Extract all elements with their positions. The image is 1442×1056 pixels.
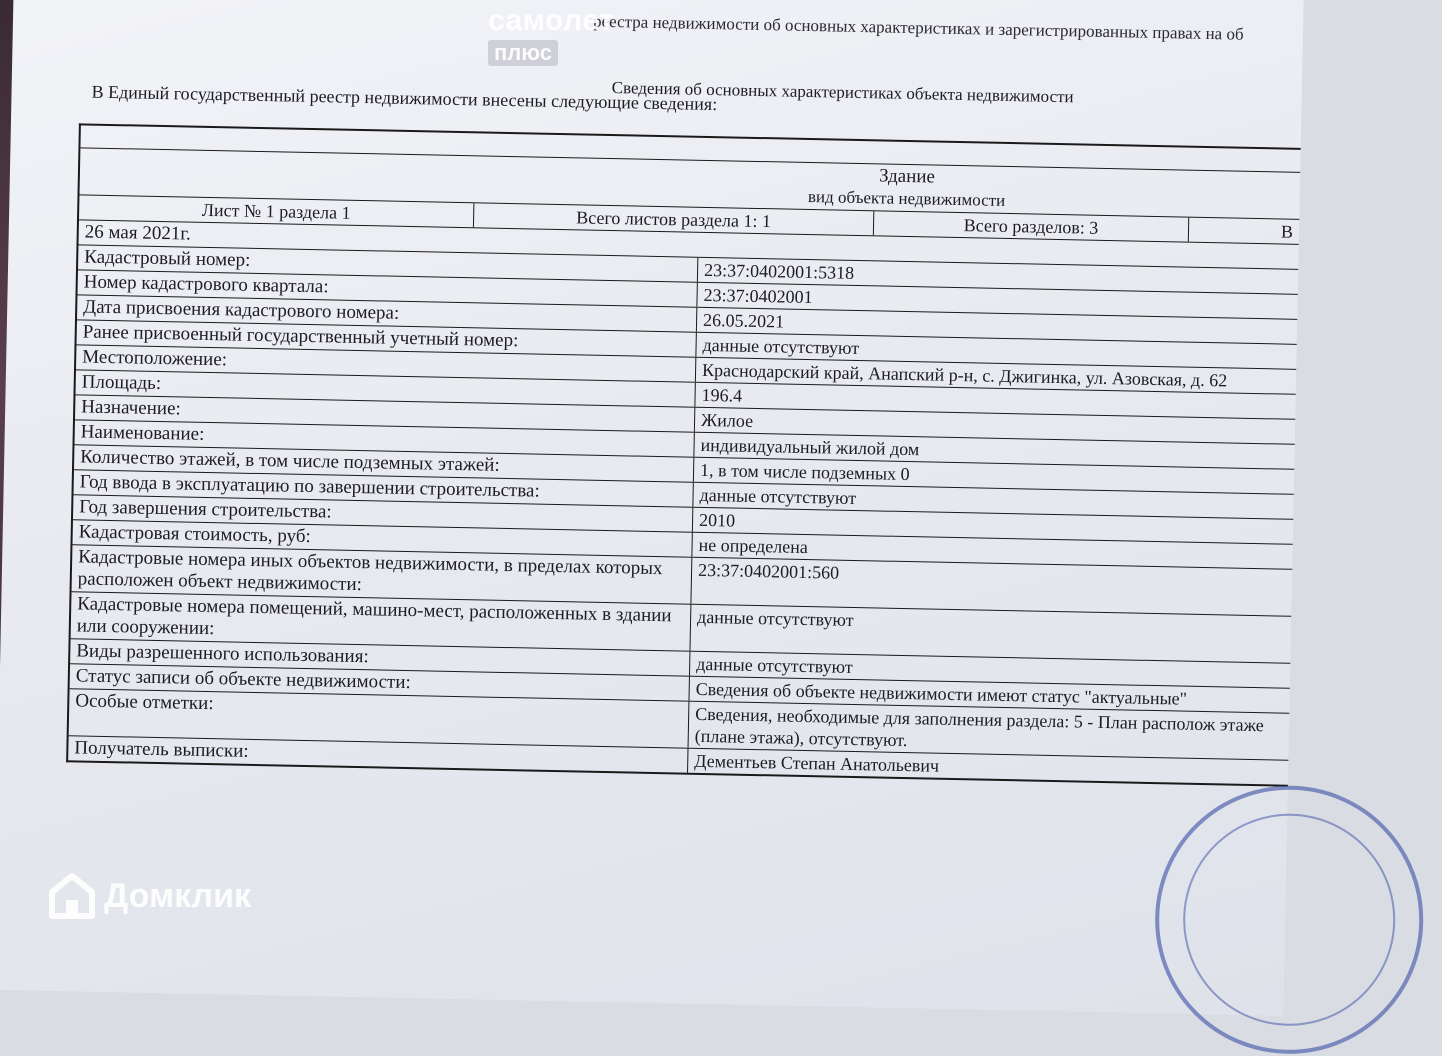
field-label: Площадь: xyxy=(75,370,695,406)
field-label: Наименование: xyxy=(74,420,694,456)
field-label: Статус записи об объекте недвижимости: xyxy=(70,664,690,700)
field-label: Ранее присвоенный государственный учетный номер: xyxy=(76,320,696,356)
field-value: Сведения об объекте недвижимости имеют статус "актуальные" xyxy=(695,678,1188,709)
field-value: 23:37:0402001:5318 xyxy=(703,259,855,283)
field-label: Получатель выписки: xyxy=(68,736,688,772)
field-label: Год завершения строительства: xyxy=(73,495,693,531)
intro-text: В Единый государственный реестр недвижимости внесены следующие сведения: xyxy=(91,81,718,115)
field-label: Кадастровая стоимость, руб: xyxy=(72,520,692,556)
samolet-watermark: самолет xyxy=(488,4,615,37)
field-value: 196.4 xyxy=(701,384,743,406)
object-type: Здание xyxy=(878,165,936,188)
domclick-label: Домклик xyxy=(104,876,252,915)
field-value: Краснодарский край, Анапский р-н, с. Джигинка, ул. Азовская, д. 62 xyxy=(701,359,1228,391)
samolet-watermark-sub: плюс xyxy=(488,40,558,66)
field-value: данные отсутствуют xyxy=(702,334,860,359)
fields-list xyxy=(68,245,1298,784)
section-heading: Сведения об основных характеристиках объекта недвижимости xyxy=(611,78,1074,107)
field-value: индивидуальный жилой дом xyxy=(700,434,920,460)
field-label: Особые отметки: xyxy=(69,689,690,747)
house-icon xyxy=(48,872,96,920)
field-label: Количество этажей, в том числе подземных этажей: xyxy=(74,445,694,481)
field-label: Кадастровые номера помещений, машино-мест, расположенных в здании или сооружении: xyxy=(71,592,692,650)
field-value: данные отсутствуют xyxy=(696,606,854,630)
field-label: Кадастровый номер: xyxy=(78,245,698,281)
extract-table xyxy=(66,123,1301,786)
domclick-watermark xyxy=(48,872,251,920)
field-label: Виды разрешенного использования: xyxy=(70,639,690,675)
field-value: 1, в том числе подземных 0 xyxy=(699,459,910,485)
field-label: Местоположение: xyxy=(76,345,696,381)
sheet-edge-text: В xyxy=(1280,221,1294,242)
header-top-text: реестра недвижимости об основных характеристиках и зарегистрированных правах на об xyxy=(592,11,1244,44)
field-value: 26.05.2021 xyxy=(702,309,785,332)
total-sheets: Всего листов раздела 1: 1 xyxy=(474,203,874,235)
field-value: данные отсутствуют xyxy=(699,484,857,509)
field-value: 23:37:0402001 xyxy=(703,284,813,308)
field-value: Жилое xyxy=(700,409,754,431)
field-label: Кадастровые номера иных объектов недвижимости, в пределах которых расположен объект недвижимости: xyxy=(72,545,693,603)
sheet-label: Лист № 1 раздела 1 xyxy=(79,195,474,227)
field-label: Номер кадастрового квартала: xyxy=(78,270,698,306)
field-value: Сведения, необходимые для заполнения раздела: 5 - План располож этаже (плане этажа), отсутствуют. xyxy=(694,703,1264,751)
total-sections: Всего разделов: 3 xyxy=(874,211,1189,241)
field-label: Назначение: xyxy=(75,395,695,431)
official-seal xyxy=(1153,783,1426,1056)
field-label: Год ввода в эксплуатацию по завершении строительства: xyxy=(73,470,693,506)
field-label: Дата присвоения кадастрового номера: xyxy=(77,295,697,331)
field-value: 2010 xyxy=(698,509,736,531)
field-value: данные отсутствуют xyxy=(696,653,853,677)
field-value: не определена xyxy=(698,534,809,558)
field-value: 23:37:0402001:560 xyxy=(697,559,840,583)
object-type-caption: вид объекта недвижимости xyxy=(807,186,1006,210)
field-value: Дементьев Степан Анатольевич xyxy=(694,750,940,776)
extract-date: 26 мая 2021г. xyxy=(84,221,191,245)
